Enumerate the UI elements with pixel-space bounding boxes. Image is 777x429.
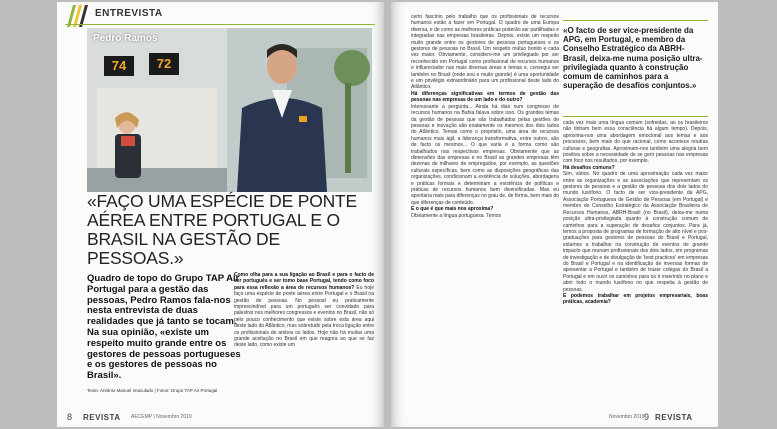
gate-sign: 72 — [149, 53, 179, 75]
right-body-column-2 — [563, 120, 708, 306]
footer-issue: AECEMP | Novembro 2019 — [131, 414, 192, 420]
interview-question: E podemos trabalhar em projetos empresariais, boas práticas, academia? — [563, 292, 708, 306]
magazine-brand: REVISTA — [655, 413, 693, 422]
interview-question: E o que é que mais nos aproxima? — [411, 206, 494, 213]
page-number: 9 — [644, 412, 650, 422]
photo-caption: Pedro Ramos — [93, 33, 158, 44]
body-text: Obviamente a língua portuguesa. Temos — [411, 212, 501, 219]
gate-sign: 74 — [104, 56, 134, 76]
body-text: Interessante a pergunta... Ainda há dias num congresso de recursos humanos na Bahia falava sobre isso. Os grandes temas da gestão de pessoas que são trabalhados pelas gestões de pessoas e inovação são exatamente os mesmos dos dois lados do Atlântico. Temas como o propósito, uma área de recursos humanos mais ágil, a liderança transformativa, entre outros, são de facto os mesmos... O que varia é a forma como são trabalhados nas respectivas empresas. Obviamente que as dimensões das empresas e no Brasil as grandes empresas têm dezenas de milhares de empregados, por exemplo, as questões culturais específicas, bem como as disposições geográficas das organizações, condicionam a existência de soluções, abordagens e práticas formais e determinam a existência de políticas e práticas de recursos humanos bem diversificadas. Mas eu apontaria mais para diferenças no grau de, de forma, bem mais do que diferenças de conteúdo. — [411, 103, 559, 206]
interview-question: Como olha para a sua ligação ao Brasil e para o facto de ser português e ser tomo base Portugal, tendo como foco para essa reflexão a área de recursos humanos? — [234, 272, 374, 291]
right-page — [391, 2, 718, 427]
interview-question: Há diferenças significativas em termos de gestão das pessoas nas empresas de um lado e do outro? — [411, 90, 559, 104]
magazine-brand: REVISTA — [83, 413, 121, 422]
airport-scene-image — [87, 28, 372, 192]
body-text: Sim, vários. No quadro de uma aproximação cada vez maior entre as organizações e as associações que representam os gestores de pessoas e a gestão de pessoas dos dois lados do mundo lusófono. O facto de ser vice-presidente da APG, Associação Portuguesa de Gestão de Pessoas (em Portugal) e membro do Conselho Estratégico da Associação Brasileira de Recursos Humanos, ABRH-Brasil (no Brasil), deixa-me numa posição ultra-privilegiada quanto à construção comum de caminhos para a superação de desafios conjuntos. Para já, temos a proposta de programas de formação de alto nível e pós-graduações para gestores de pessoas do Brasil e Portugal, estamos a trabalhar na construção de eventos de grande impacto que reunam profissionais dos dois lados, em programas de investigação e de divulgação de 'best practices' em empresas do Brasil e Portugal e na identificação de inversas formas de apresentar a Portugal e também de trazer colegas do Brasil a Portugal e em ouvir os caminhos para os ir inserindo no plano e abrir todo o mundo lusófono no que respeita à gestão de pessoas. — [563, 171, 708, 293]
body-text: certo fascínio pelo trabalho que os profissionais de recursos humanos estão a fazer em Portugal. O quadro de uma Europa diversa, e de como as melhores práticas poderão ser partilhadas e integradas nas empresas brasileiras. Depois, existe um respeito muito grande entre os gestores de pessoas portugueses e os gestores de pessoas no Brasil. Um respeito mútuo bonito e cada vez maior. Obviamente, considero-me um privilegiado por ser reconhecido em Portugal como profissional de recursos humanos e influenciador nas mais diversas áreas e temas e, consegui ser também no Brasil (onde sou e muito grande) é uma oportunidade e um privilégio extraordinário para um profissional deste lado do Atlântico. — [411, 14, 559, 91]
left-page — [57, 2, 384, 427]
article-intro: Quadro de topo do Grupo TAP Air Portugal para a gestão das pessoas, Pedro Ramos fala-nos nesta entrevista de duas realidades que já tanto se tocam. Na sua opinião, «existe um respeito muito grande entre os gestores de pessoas portugueses e os gestores de pessoas no Brasil». — [87, 273, 241, 382]
interview-question: Há desafios comuns? — [563, 164, 615, 171]
article-credit: Texto: António Manuel Imaculado | Fotos: Grupo TAP Air Portugal — [87, 388, 218, 393]
pull-quote: «O facto de ser vice-presidente da APG, em Portugal, e membro da Conselho Estratégico da ABRH-Brasil, deixa-me numa posição ultra-privilegiada quanto à construção comum de caminhos para a superação de desafios conjuntos.» — [563, 26, 703, 91]
right-body-column-1 — [411, 14, 559, 219]
quote-divider — [563, 20, 708, 21]
quote-divider — [563, 116, 708, 117]
section-label: ENTREVISTA — [95, 8, 163, 19]
footer-issue: Novembro 2019 — [609, 414, 645, 420]
header-divider — [65, 24, 375, 25]
body-text: Eu hoje faço uma espécie de ponte aérea entre Portugal e o Brasil na gestão de pessoas. No pessoal eu praticamente imprescindível para um português ser convidado para palestrar nos melhores congressos e eventos no Brasil, não só pelo pouco conhecimento que existe sobre esta área aqui deste lado do Atlântico, mas sobretudo pela troca ligação entre os profissionais de ambos os lados. Hoje não há muitas uma grande aceitação no Brasil em que reagora ao que se faz deste lado, como existe um — [234, 284, 374, 349]
left-body-column — [234, 272, 374, 349]
body-text: cada vez mais uma língua comum (sofreidas, ao os brasileiros não tinham bem essa consciência há algum tempo). Depois, aproxima-nos uma abordagem emocional aos temas e aos processos, bem mais do que racional, como acontece noutras culturas e geografias. Aproximam-nos também uma alegria bem positiva sobre a necessidade de se gerir pessoas nas empresas com foco nos resultados, por exemplo. — [563, 120, 708, 165]
article-headline: «FAÇO UMA ESPÉCIE DE PONTE AÉREA ENTRE PORTUGAL E O BRASIL NA GESTÃO DE PESSOAS.» — [87, 191, 358, 268]
page-number: 8 — [67, 412, 73, 422]
interview-photo — [87, 28, 372, 192]
